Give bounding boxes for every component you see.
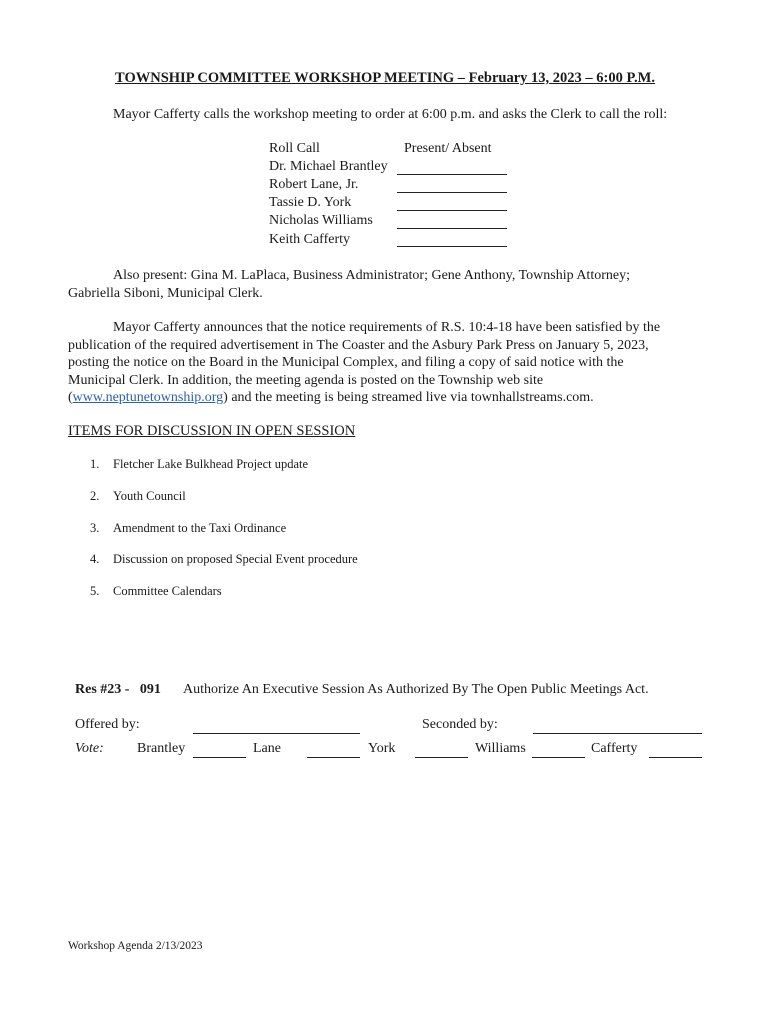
roll-member: Dr. Michael Brantley — [269, 159, 388, 174]
notice-line: Mayor Cafferty announces that the notice requirements of R.S. 10:4-18 have been satisfied by the — [113, 320, 661, 335]
vote-blank[interactable] — [415, 757, 468, 758]
voter-name: Brantley — [137, 741, 186, 756]
resolution-text: Authorize An Executive Session As Authorized By The Open Public Meetings Act. — [183, 682, 649, 697]
page-footer: Workshop Agenda 2/13/2023 — [68, 940, 203, 952]
roll-member: Robert Lane, Jr. — [269, 177, 359, 192]
voter-name: York — [368, 741, 396, 756]
voter-name: Williams — [475, 741, 526, 756]
township-website-link[interactable]: www.neptunetownship.org — [72, 390, 224, 405]
attendance-line — [397, 174, 507, 175]
seconded-by-blank[interactable] — [533, 733, 702, 734]
page-title: TOWNSHIP COMMITTEE WORKSHOP MEETING – February 13, 2023 – 6:00 P.M. — [115, 70, 655, 86]
roll-member: Nicholas Williams — [269, 213, 373, 228]
list-item: Amendment to the Taxi Ordinance — [113, 521, 287, 535]
resolution-number: Res #23 - 091 — [75, 682, 161, 697]
vote-blank[interactable] — [307, 757, 360, 758]
attendance-line — [397, 192, 507, 193]
notice-line: posting the notice on the Board in the Municipal Complex, and filing a copy of said notice with the — [68, 355, 624, 370]
item-number: 2. — [90, 489, 100, 503]
offered-by-blank[interactable] — [193, 733, 360, 734]
notice-line: publication of the required advertisement in The Coaster and the Asbury Park Press on January 5, 2023, — [68, 338, 649, 353]
list-item: Discussion on proposed Special Event procedure — [113, 552, 358, 566]
vote-label: Vote: — [75, 741, 104, 756]
item-number: 5. — [90, 584, 100, 598]
also-present-line2: Gabriella Siboni, Municipal Clerk. — [68, 286, 263, 301]
vote-blank[interactable] — [193, 757, 246, 758]
notice-line — [68, 389, 594, 407]
item-number: 1. — [90, 457, 100, 471]
items-heading: ITEMS FOR DISCUSSION IN OPEN SESSION — [68, 423, 356, 439]
list-item: Fletcher Lake Bulkhead Project update — [113, 457, 309, 471]
item-number: 3. — [90, 521, 100, 535]
also-present-line1: Also present: Gina M. LaPlaca, Business Administrator; Gene Anthony, Township Attorney; — [113, 268, 630, 283]
item-number: 4. — [90, 552, 100, 566]
attendance-line — [397, 210, 507, 211]
roll-member: Keith Cafferty — [269, 232, 350, 247]
vote-blank[interactable] — [649, 757, 702, 758]
intro-text: Mayor Cafferty calls the workshop meeting to order at 6:00 p.m. and asks the Clerk to call the roll: — [113, 107, 668, 122]
present-absent-header: Present/ Absent — [404, 141, 492, 156]
attendance-line — [397, 246, 507, 247]
vote-blank[interactable] — [532, 757, 585, 758]
notice-line-rest: ) and the meeting is being streamed live via townhallstreams.com. — [223, 390, 594, 405]
roll-member: Tassie D. York — [269, 195, 352, 210]
notice-line: Municipal Clerk. In addition, the meeting agenda is posted on the Township web site — [68, 373, 544, 388]
voter-name: Cafferty — [591, 741, 638, 756]
list-item: Youth Council — [113, 489, 186, 503]
roll-call-header: Roll Call — [269, 141, 320, 156]
list-item: Committee Calendars — [113, 584, 222, 598]
voter-name: Lane — [253, 741, 281, 756]
paren-open: ( — [68, 390, 73, 405]
offered-by-label: Offered by: — [75, 717, 140, 732]
attendance-line — [397, 228, 507, 229]
seconded-by-label: Seconded by: — [422, 717, 498, 732]
